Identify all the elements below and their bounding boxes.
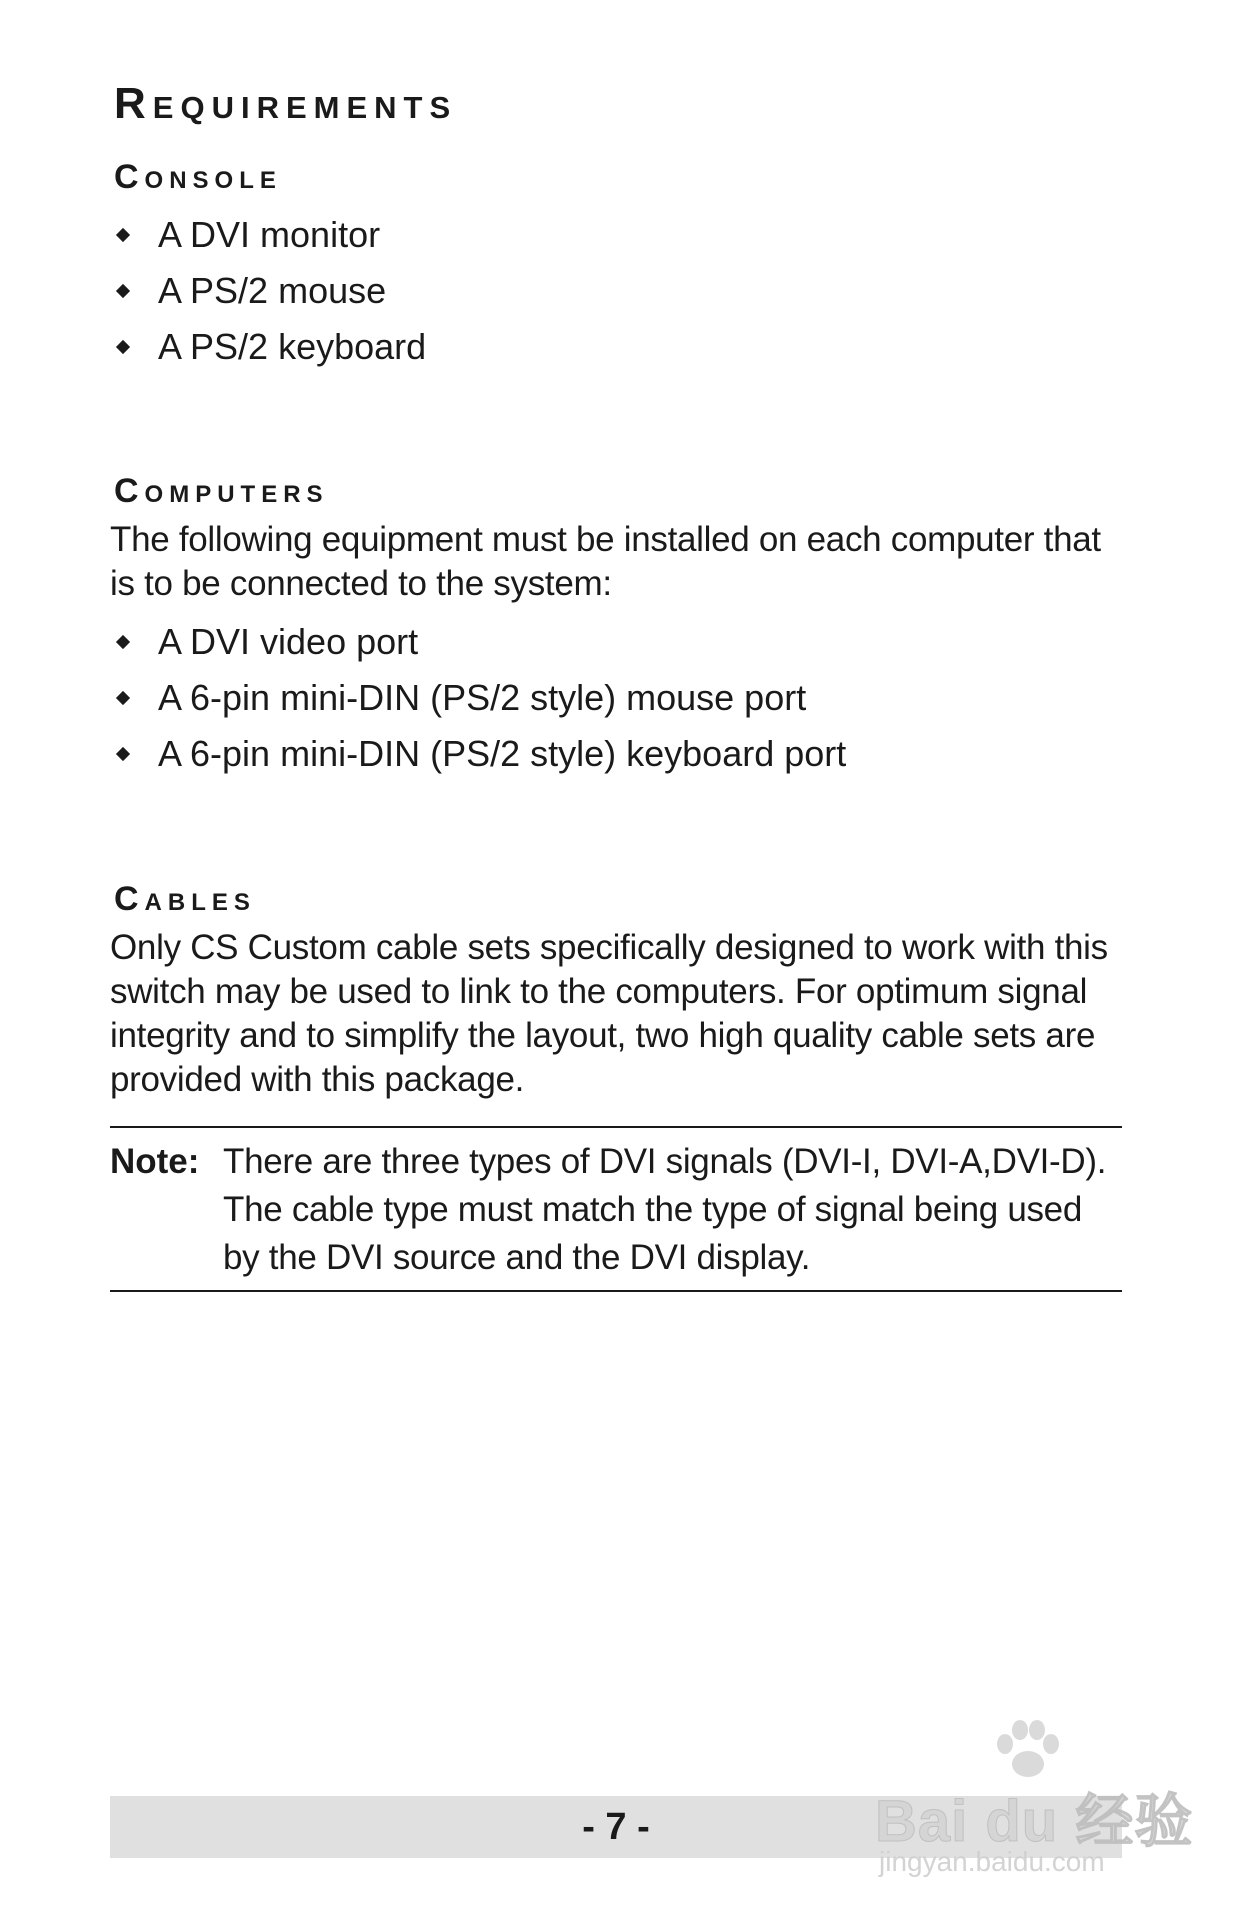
list-item-text: A 6-pin mini-DIN (PS/2 style) keyboard port (158, 733, 847, 774)
list-item (114, 263, 426, 319)
note-line: There are three types of DVI signals (DVI-I, DVI-A,DVI-D). (223, 1142, 1107, 1181)
diamond-bullet-icon (116, 284, 130, 298)
baidu-watermark (875, 1720, 1194, 1880)
list-item (114, 207, 426, 263)
list-item-text: A 6-pin mini-DIN (PS/2 style) mouse port (158, 677, 807, 718)
cables-heading: Cables (114, 880, 256, 918)
note-line: The cable type must match the type of signal being used (223, 1190, 1083, 1229)
watermark-brand: Bai du 经验 (875, 1789, 1194, 1854)
computers-intro (110, 518, 1130, 606)
console-list (114, 207, 426, 375)
note-text (223, 1138, 1133, 1282)
computers-heading: Computers (114, 472, 329, 510)
list-item-text: A PS/2 mouse (158, 270, 387, 311)
cables-paragraph (110, 926, 1130, 1102)
section-title: Requirements (114, 79, 458, 128)
paragraph-line: provided with this package. (110, 1060, 525, 1099)
watermark-url: jingyan.baidu.com (879, 1846, 1105, 1877)
list-item (114, 319, 426, 375)
console-heading: Console (114, 158, 282, 196)
list-item (114, 670, 846, 726)
paragraph-line: Only CS Custom cable sets specifically designed to work with this (110, 928, 1108, 967)
intro-line: is to be connected to the system: (110, 564, 612, 603)
list-item-text: A DVI video port (158, 621, 419, 662)
list-item (114, 614, 846, 670)
note-bottom-divider (110, 1290, 1122, 1292)
paragraph-line: switch may be used to link to the computers. For optimum signal (110, 972, 1088, 1011)
list-item-text: A DVI monitor (158, 214, 381, 255)
paragraph-line: integrity and to simplify the layout, two high quality cable sets are (110, 1016, 1096, 1055)
list-item (114, 726, 846, 782)
diamond-bullet-icon (116, 340, 130, 354)
diamond-bullet-icon (116, 635, 130, 649)
diamond-bullet-icon (116, 747, 130, 761)
page-number: - 7 - (582, 1806, 650, 1848)
manual-page (110, 0, 1120, 1928)
note-label: Note: (110, 1142, 200, 1181)
computers-list (114, 614, 846, 782)
diamond-bullet-icon (116, 691, 130, 705)
list-item-text: A PS/2 keyboard (158, 326, 427, 367)
paw-logo-icon (993, 1720, 1063, 1780)
intro-line: The following equipment must be installed on each computer that (110, 520, 1101, 559)
note-top-divider (110, 1126, 1122, 1128)
note-line: by the DVI source and the DVI display. (223, 1238, 811, 1277)
diamond-bullet-icon (116, 228, 130, 242)
